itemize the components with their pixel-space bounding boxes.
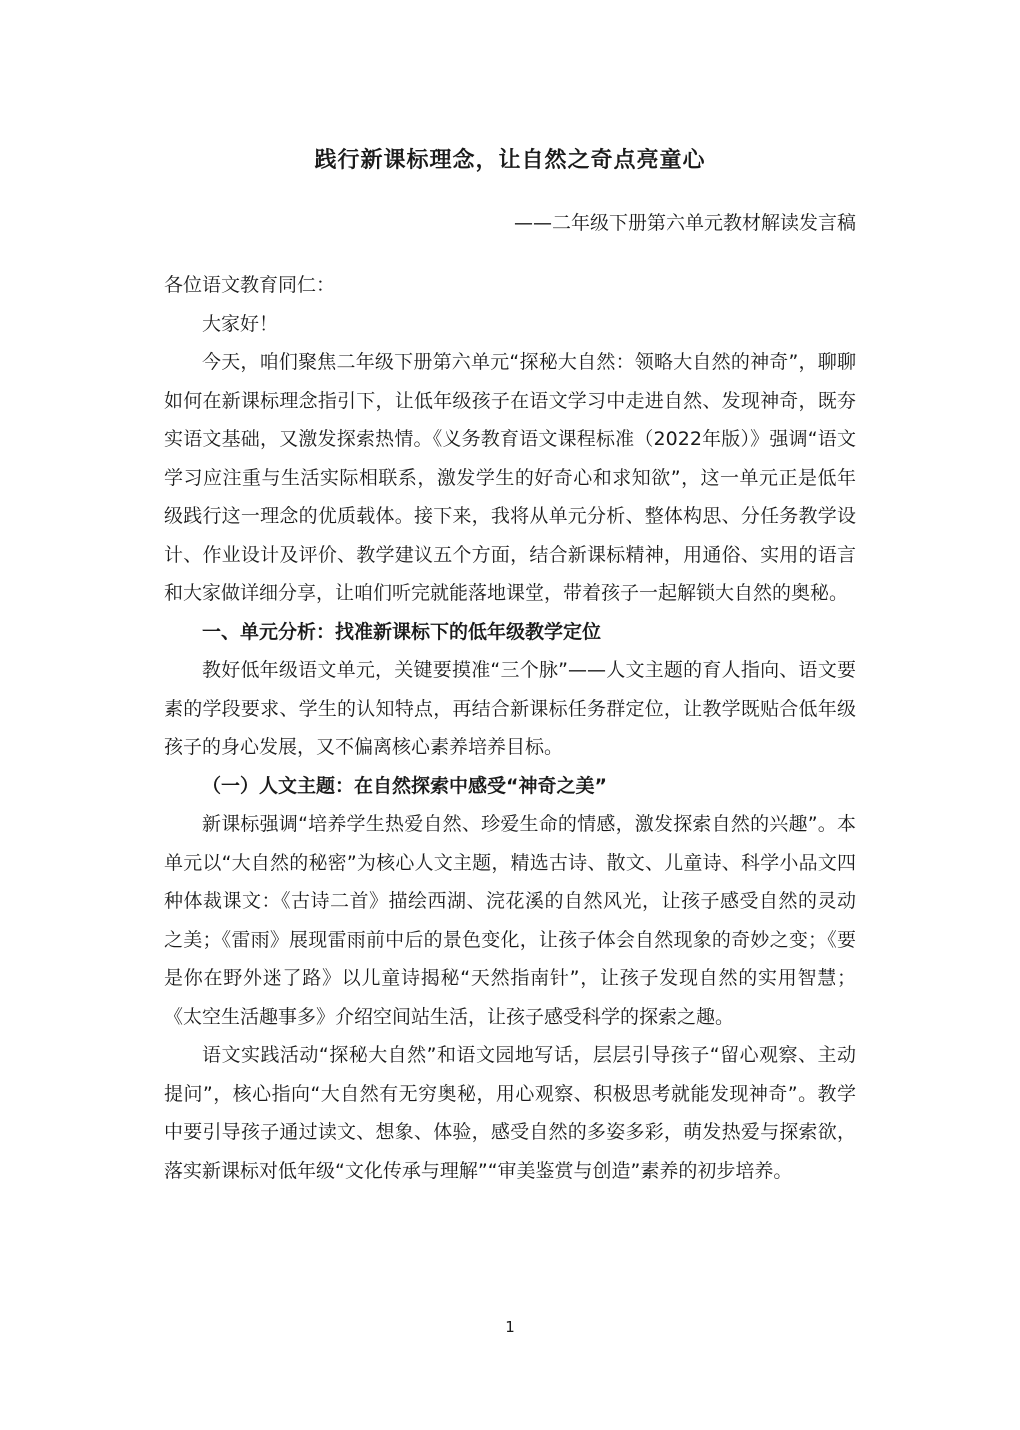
document-body <box>164 266 856 1190</box>
document-title: 践行新课标理念，让自然之奇点亮童心 <box>314 148 706 173</box>
subsection-heading: （一）人文主题：在自然探索中感受“神奇之美” <box>202 774 607 797</box>
body-paragraph: 语文实践活动“探秘大自然”和语文园地写话，层层引导孩子“留心观察、主动提问”，核心指向“大自然有无穷奥秘，用心观察、积极思考就能发现神奇”。教学中要引导孩子通过读文、想象、体验，感受自然的多姿多彩，萌发热爱与探索欲，落实新课标对低年级“文化传承与理解”“审美鉴赏与创造”素养的初步培养。 <box>164 1044 856 1182</box>
body-paragraph: 新课标强调“培养学生热爱自然、珍爱生命的情感，激发探索自然的兴趣”。本单元以“大自然的秘密”为核心人文主题，精选古诗、散文、儿童诗、科学小品文四种体裁课文：《古诗二首》描绘西湖、浣花溪的自然风光，让孩子感受自然的灵动之美；《雷雨》展现雷雨前中后的景色变化，让孩子体会自然现象的奇妙之变；《要是你在野外迷了路》以儿童诗揭秘“天然指南针”，让孩子发现自然的实用智慧；《太空生活趣事多》介绍空间站生活，让孩子感受科学的探索之趣。 <box>164 813 856 1028</box>
section-heading: 一、单元分析：找准新课标下的低年级教学定位 <box>202 620 602 643</box>
intro-paragraph: 今天，咱们聚焦二年级下册第六单元“探秘大自然：领略大自然的神奇”，聊聊如何在新课标理念指引下，让低年级孩子在语文学习中走进自然、发现神奇，既夯实语文基础，又激发探索热情。《义务教育语文课程标准（2022年版）》强调“语文学习应注重与生活实际相联系，激发学生的好奇心和求知欲”，这一单元正是低年级践行这一理念的优质载体。接下来，我将从单元分析、整体构思、分任务教学设计、作业设计及评价、教学建议五个方面，结合新课标精神，用通俗、实用的语言和大家做详细分享，让咱们听完就能落地课堂，带着孩子一起解锁大自然的奥秘。 <box>164 351 856 604</box>
greeting: 大家好！ <box>202 312 279 335</box>
salutation: 各位语文教育同仁： <box>164 274 336 296</box>
document-subtitle: ——二年级下册第六单元教材解读发言稿 <box>513 212 856 234</box>
page-number: 1 <box>505 1318 515 1336</box>
section-intro-paragraph: 教好低年级语文单元，关键要摸准“三个脉”——人文主题的育人指向、语文要素的学段要求、学生的认知特点，再结合新课标任务群定位，让教学既贴合低年级孩子的身心发展，又不偏离核心素养培养目标。 <box>164 659 856 758</box>
